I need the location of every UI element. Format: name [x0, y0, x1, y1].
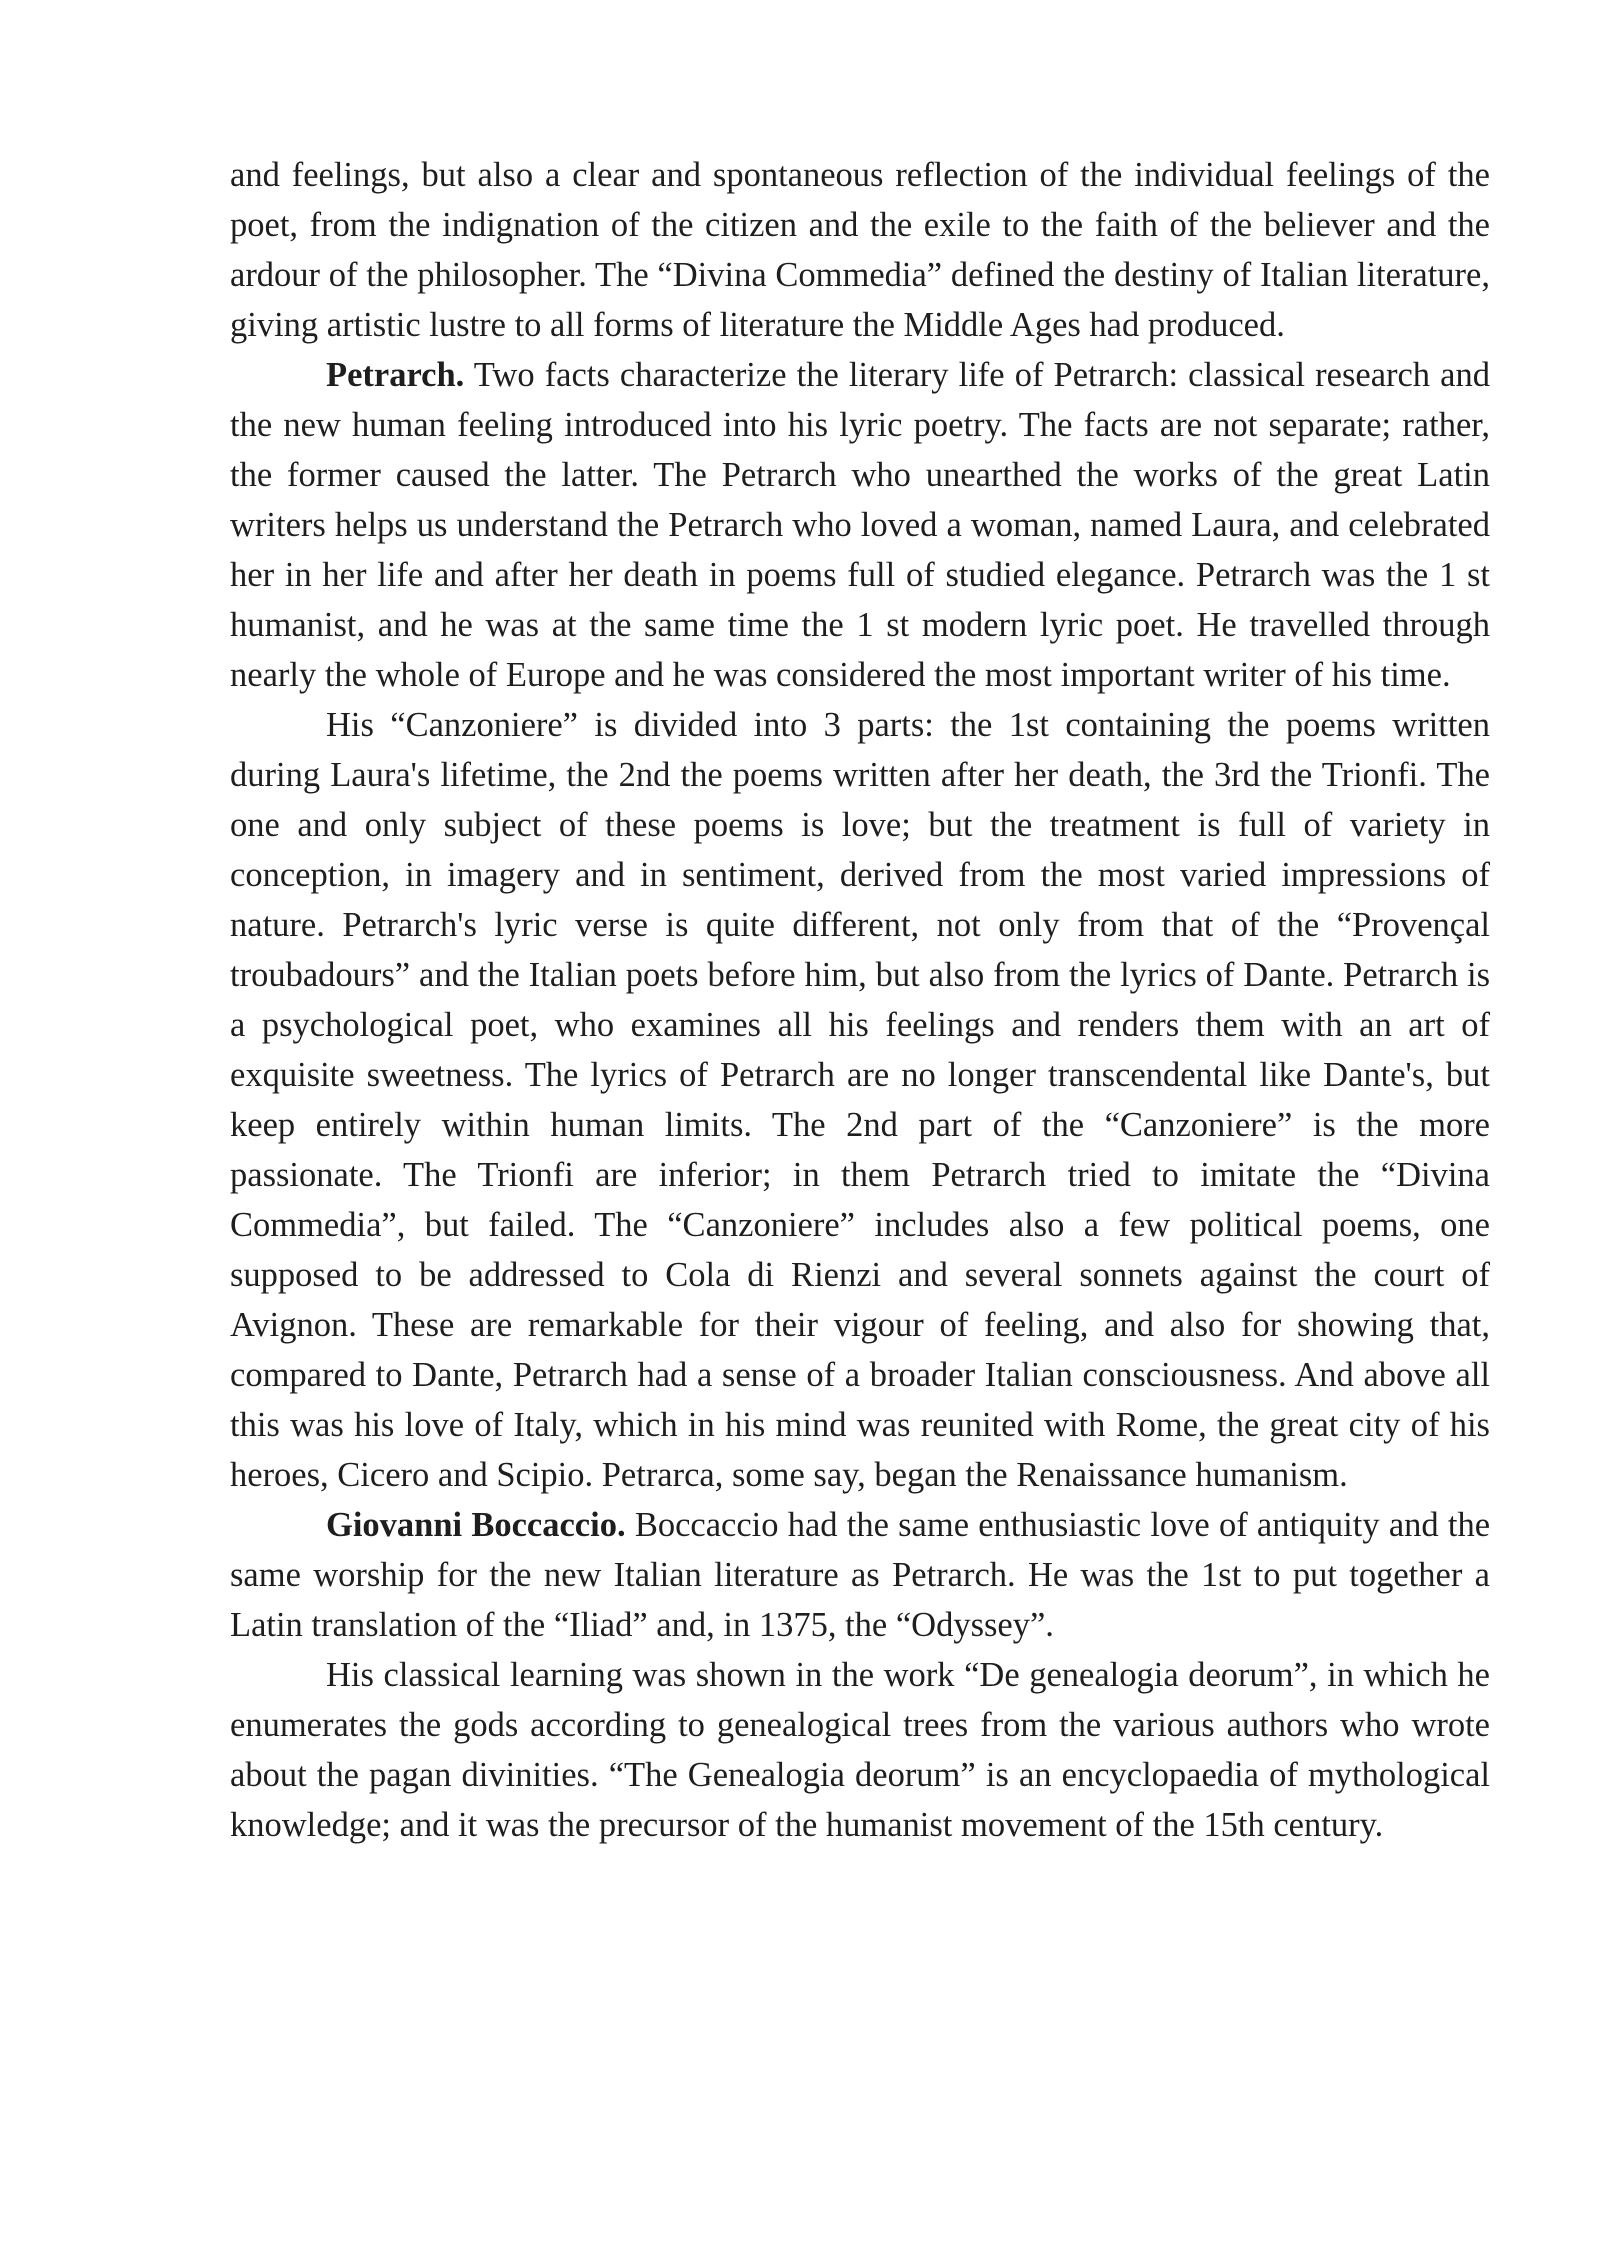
section-heading-boccaccio: Giovanni Boccaccio.	[326, 1506, 626, 1544]
paragraph-text: His classical learning was shown in the work “De genealogia deorum”, in which he enumerates the gods according to genealogical trees from the various authors who wrote about the pagan divinities. “The Genealogia deorum” is an encyclopaedia of mythological knowledge; and it was the precursor of the humanist movement of the 15th century.	[230, 1656, 1490, 1844]
paragraph-text: and feelings, but also a clear and spontaneous reflection of the individual feelings of the poet, from the indignation of the citizen and the exile to the faith of the believer and the ardour of the philosopher. The “Divina Commedia” defined the destiny of Italian literature, giving artistic lustre to all forms of literature the Middle Ages had produced.	[230, 156, 1490, 344]
paragraph-canzoniere	[230, 700, 1490, 1500]
document-page	[230, 150, 1490, 1850]
paragraph-genealogia	[230, 1650, 1490, 1850]
paragraph-dante-conclusion	[230, 150, 1490, 350]
paragraph-petrarch	[230, 350, 1490, 700]
paragraph-text: Boccaccio had the same enthusiastic love of antiquity and the same worship for the new Italian literature as Petrarch. He was the 1st to put together a Latin translation of the “Iliad” and, in 1375, the “Odyssey”.	[230, 1506, 1491, 1644]
paragraph-text: Two facts characterize the literary life of Petrarch: classical research and the new human feeling introduced into his lyric poetry. The facts are not separate; rather, the former caused the latter. The Petrarch who unearthed the works of the great Latin writers helps us understand the Petrarch who loved a woman, named Laura, and celebrated her in her life and after her death in poems full of studied elegance. Petrarch was the 1 st humanist, and he was at the same time the 1 st modern lyric poet. He travelled through nearly the whole of Europe and he was considered the most important writer of his time.	[230, 356, 1490, 694]
paragraph-text: His “Canzoniere” is divided into 3 parts: the 1st containing the poems written during Laura's lifetime, the 2nd the poems written after her death, the 3rd the Trionfi. The one and only subject of these poems is love; but the treatment is full of variety in conception, in imagery and in sentiment, derived from the most varied impressions of nature. Petrarch's lyric verse is quite different, not only from that of the “Provençal troubadours” and the Italian poets before him, but also from the lyrics of Dante. Petrarch is a psychological poet, who examines all his feelings and renders them with an art of exquisite sweetness. The lyrics of Petrarch are no longer transcendental like Dante's, but keep entirely within human limits. The 2nd part of the “Canzoniere” is the more passionate. The Trionfi are inferior; in them Petrarch tried to imitate the “Divina Commedia”, but failed. The “Canzoniere” includes also a few political poems, one supposed to be addressed to Cola di Rienzi and several sonnets against the court of Avignon. These are remarkable for their vigour of feeling, and also for showing that, compared to Dante, Petrarch had a sense of a broader Italian consciousness. And above all this was his love of Italy, which in his mind was reunited with Rome, the great city of his heroes, Cicero and Scipio. Petrarca, some say, began the Renaissance humanism.	[230, 706, 1490, 1494]
paragraph-boccaccio	[230, 1500, 1490, 1650]
section-heading-petrarch: Petrarch.	[326, 356, 465, 394]
